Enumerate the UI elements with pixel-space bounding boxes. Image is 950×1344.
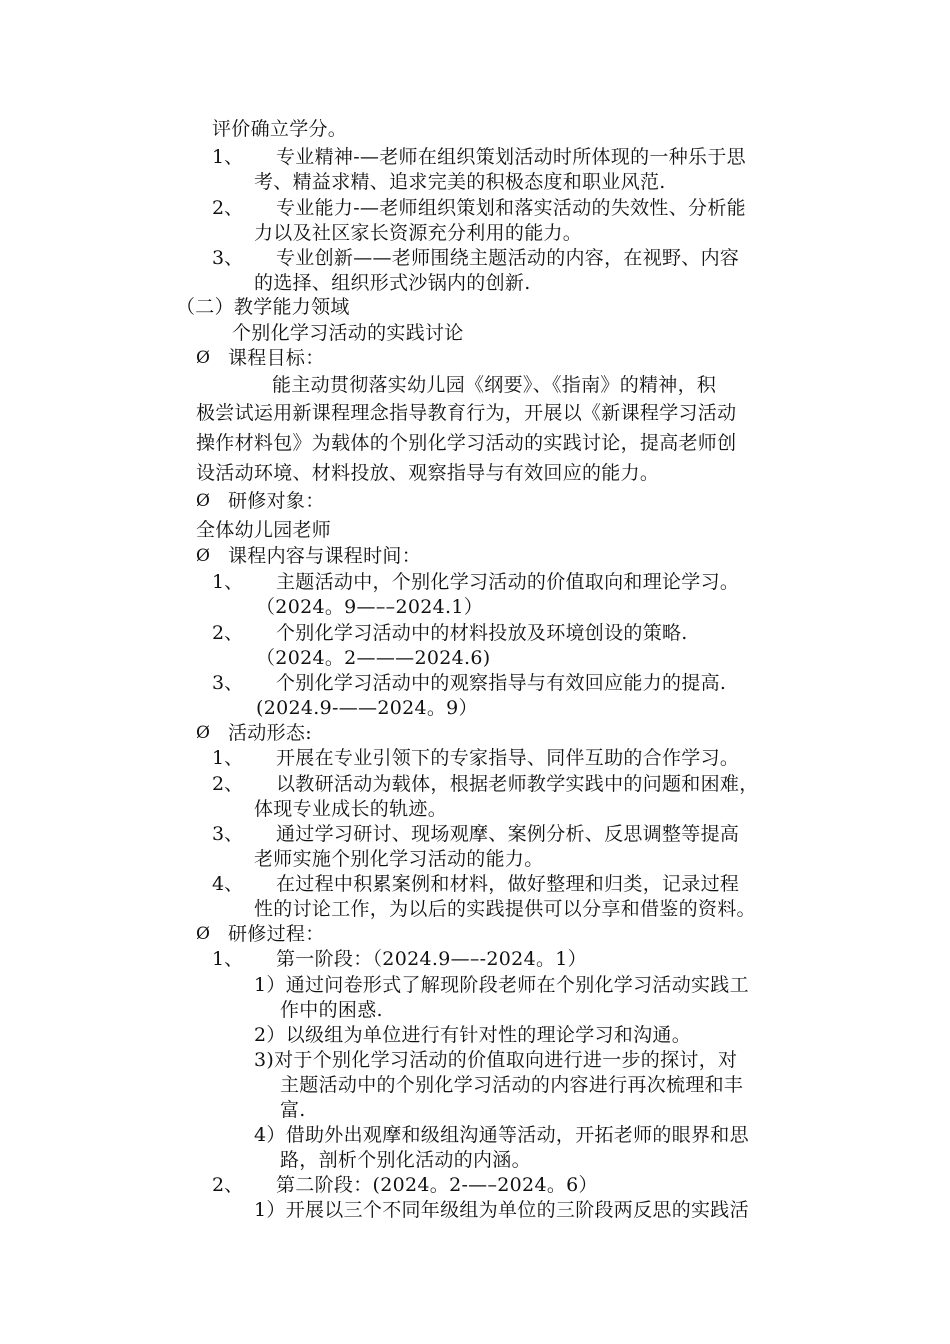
item-text: 专业精神-—老师在组织策划活动时所体现的一种乐于思 [276,146,746,168]
item-text-cont: 体现专业成长的轨迹。 [254,798,448,820]
target-heading: 研修对象： [228,490,325,512]
item-date: (2024.9-——2024。9） [256,697,478,719]
item-text: 以教研活动为载体，根据老师教学实践中的问题和困难， [276,773,759,795]
goal-text: 操作材料包》为载体的个别化学习活动的实践讨论，提高老师创 [196,432,737,454]
bullet-icon: Ø [196,924,210,944]
sub-item: 1）开展以三个不同年级组为单位的三阶段两反思的实践活 [254,1199,749,1221]
form-heading: 活动形态: [228,722,312,744]
sub-item-cont: 富. [280,1099,306,1121]
item-number: 1、 [212,571,244,593]
item-text-cont: 的选择、组织形式沙锅内的创新. [254,272,531,294]
section-subtitle: 个别化学习活动的实践讨论 [232,322,464,344]
sub-item: 3)对于个别化学习活动的价值取向进行进一步的探讨，对 [254,1049,738,1071]
goal-heading: 课程目标： [228,347,325,369]
bullet-icon: Ø [196,546,210,566]
item-text-cont: 性的讨论工作，为以后的实践提供可以分享和借鉴的资料。 [254,898,756,920]
item-text: 专业创新——老师围绕主题活动的内容，在视野、内容 [276,247,740,269]
bullet-icon: Ø [196,348,210,368]
item-number: 3、 [212,672,244,694]
sub-item: 1）通过问卷形式了解现阶段老师在个别化学习活动实践工 [254,974,749,996]
item-text: 个别化学习活动中的观察指导与有效回应能力的提高. [276,672,727,694]
item-number: 2、 [212,622,244,644]
item-number: 1、 [212,146,244,168]
sub-item-cont: 路，剖析个别化活动的内涵。 [280,1149,531,1171]
item-text-cont: 老师实施个别化学习活动的能力。 [254,848,544,870]
item-number: 2、 [212,197,244,219]
goal-text: 极尝试运用新课程理念指导教育行为，开展以《新课程学习活动 [196,402,737,424]
stage-label: 第一阶段：（2024.9—–-2024。1） [276,948,587,970]
item-number: 2、 [212,773,244,795]
continued-line: 评价确立学分。 [212,118,348,140]
item-date: （2024。9—––2024.1） [256,596,484,618]
stage-label: 第二阶段：(2024。2-—–2024。6） [276,1174,598,1196]
process-heading: 研修过程： [228,923,325,945]
item-text: 在过程中积累案例和材料，做好整理和归类，记录过程 [276,873,740,895]
item-number: 3、 [212,247,244,269]
item-text: 通过学习研讨、现场观摩、案例分析、反思调整等提高 [276,823,740,845]
sub-item-cont: 作中的困惑. [280,999,383,1021]
item-text-cont: 力以及社区家长资源充分利用的能力。 [254,222,583,244]
sub-item: 2）以级组为单位进行有针对性的理论学习和沟通。 [254,1024,691,1046]
item-text-cont: 考、精益求精、追求完美的积极态度和职业风范. [254,171,666,193]
item-date: （2024。2———2024.6) [256,647,491,669]
stage-number: 2、 [212,1174,244,1196]
target-text: 全体幼儿园老师 [196,519,332,541]
sub-item: 4）借助外出观摩和级组沟通等活动，开拓老师的眼界和思 [254,1124,749,1146]
sub-item-cont: 主题活动中的个别化学习活动的内容进行再次梳理和丰 [280,1074,744,1096]
goal-text: 能主动贯彻落实幼儿园《纲要》、《指南》的精神，积 [272,374,717,396]
content-heading: 课程内容与课程时间： [228,545,422,567]
item-number: 4、 [212,873,244,895]
section-title: （二）教学能力领域 [176,296,350,318]
stage-number: 1、 [212,948,244,970]
item-number: 3、 [212,823,244,845]
bullet-icon: Ø [196,491,210,511]
item-text: 开展在专业引领下的专家指导、同伴互助的合作学习。 [276,747,740,769]
goal-text: 设活动环境、材料投放、观察指导与有效回应的能力。 [196,462,660,484]
item-text: 主题活动中，个别化学习活动的价值取向和理论学习。 [276,571,740,593]
item-text: 专业能力-—老师组织策划和落实活动的失效性、分析能 [276,197,746,219]
item-number: 1、 [212,747,244,769]
item-text: 个别化学习活动中的材料投放及环境创设的策略. [276,622,688,644]
bullet-icon: Ø [196,723,210,743]
